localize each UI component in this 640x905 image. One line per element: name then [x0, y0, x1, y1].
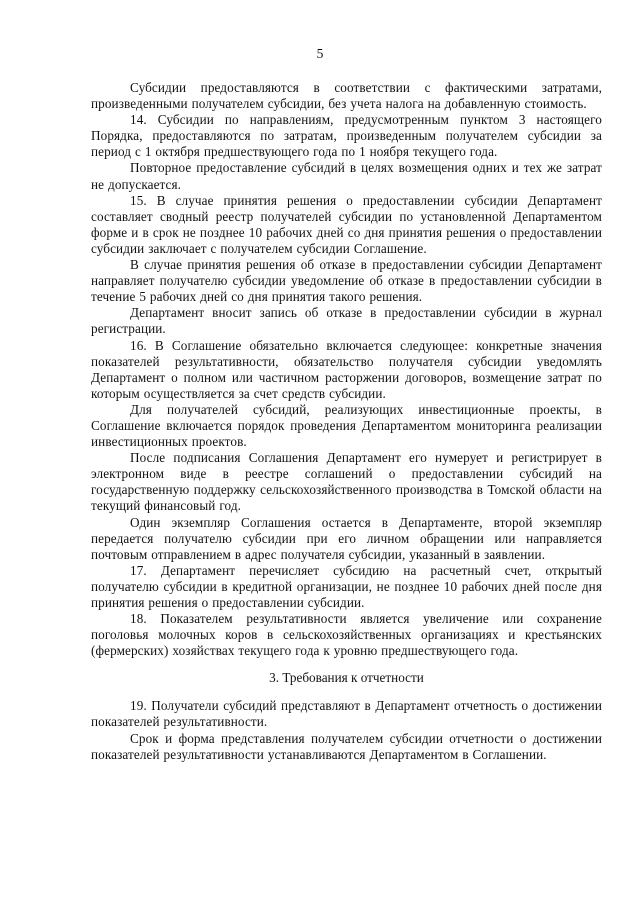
- paragraph-refusal-notice: В случае принятия решения об отказе в предоставлении субсидии Департамент направляет получателю субсидии уведомление об отказе в предоставлении субсидии в течение 5 рабочих дней со дня принятия такого решения.: [91, 257, 602, 305]
- paragraph-19: 19. Получатели субсидий представляют в Департамент отчетность о достижении показателей результативности.: [91, 698, 602, 730]
- paragraph-14: 14. Субсидии по направлениям, предусмотренным пунктом 3 настоящего Порядка, предоставляются по затратам, произведенным получателем субсидии за период с 1 октября предшествующего года по 1 ноября текущего года.: [91, 112, 602, 160]
- paragraph-copies: Один экземпляр Соглашения остается в Департаменте, второй экземпляр передается получателю субсидии при его личном обращении или направляется почтовым отправлением в адрес получателя субсидии, указанный в заявлении.: [91, 514, 602, 562]
- paragraph-17: 17. Департамент перечисляет субсидию на расчетный счет, открытый получателю субсидии в кредитной организации, не позднее 10 рабочих дней после дня принятия решения о предоставлении субсидии.: [91, 562, 602, 610]
- paragraph-15: 15. В случае принятия решения о предоставлении субсидии Департамент составляет сводный реестр получателей субсидии по установленной Департаментом форме и в срок не позднее 10 рабочих дней со дня принятия решения о предоставлении субсидии заключает с получателем субсидии Соглашение.: [91, 192, 602, 256]
- paragraph-16: 16. В Соглашение обязательно включается следующее: конкретные значения показателей результативности, обязательство получателя субсидии уведомлять Департамент о полном или частичном расторжении договоров, возмещение затрат по которым осуществляется за счет средств субсидии.: [91, 337, 602, 401]
- paragraph-investment-monitoring: Для получателей субсидий, реализующих инвестиционные проекты, в Соглашение включается порядок проведения Департаментом мониторинга реализации инвестиционных проектов.: [91, 401, 602, 450]
- paragraph-reporting-terms: Срок и форма представления получателем субсидии отчетности о достижении показателей результативности устанавливаются Департаментом в Соглашении.: [91, 730, 602, 762]
- paragraph-repeat-prohibited: Повторное предоставление субсидий в целях возмещения одних и тех же затрат не допускается.: [91, 160, 602, 192]
- section-heading-reporting: 3. Требования к отчетности: [269, 670, 424, 686]
- paragraph-subsidy-actual-costs: Субсидии предоставляются в соответствии с фактическими затратами, произведенными получателем субсидии, без учета налога на добавленную стоимость.: [91, 80, 602, 112]
- page-number: 5: [316, 46, 324, 61]
- paragraph-refusal-journal: Департамент вносит запись об отказе в предоставлении субсидии в журнал регистрации.: [91, 305, 602, 337]
- document-body: [91, 80, 602, 763]
- paragraph-registration: После подписания Соглашения Департамент его нумерует и регистрирует в электронном виде в реестре соглашений о предоставлении субсидий на государственную поддержку сельскохозяйственного производства в Томской области на текущий финансовый год.: [91, 450, 602, 514]
- paragraph-18: 18. Показателем результативности является увеличение или сохранение поголовья молочных коров в сельскохозяйственных организациях и крестьянских (фермерских) хозяйствах текущего года к уровню предшествующего года.: [91, 611, 602, 659]
